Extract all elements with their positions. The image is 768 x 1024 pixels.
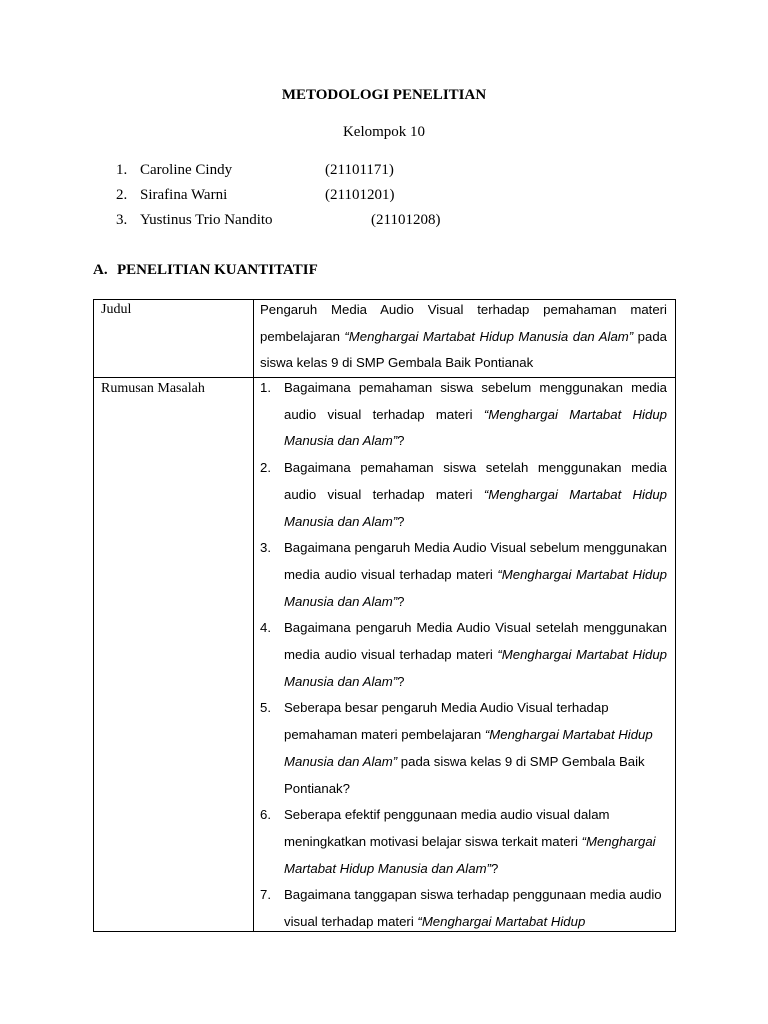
list-item: 3. Bagaimana pengaruh Media Audio Visual sebelum menggunakan media audio visual terhadap materi “Menghargai Martabat Hidup Manusia dan Alam”? (260, 540, 667, 609)
list-item: 5. Seberapa besar pengaruh Media Audio Visual terhadap pemahaman materi pembelajaran “Menghargai Martabat Hidup Manusia dan Alam” pada siswa kelas 9 di SMP Gembala Baik Pontianak? (260, 700, 653, 796)
list-item: 1. Bagaimana pemahaman siswa sebelum menggunakan media audio visual terhadap materi “Menghargai Martabat Hidup Manusia dan Alam”? (260, 380, 667, 449)
list-item: 2. Bagaimana pemahaman siswa setelah menggunakan media audio visual terhadap materi “Menghargai Martabat Hidup Manusia dan Alam”? (260, 460, 667, 529)
list-item: 7. Bagaimana tanggapan siswa terhadap penggunaan media audio visual terhadap materi “Menghargai Martabat Hidup (260, 887, 662, 930)
research-table (93, 299, 676, 932)
member-name: Yustinus Trio Nandito (140, 212, 273, 228)
member-nim: (21101201) (325, 187, 395, 203)
member-name: Caroline Cindy (140, 162, 233, 178)
member-nim: (21101208) (371, 212, 441, 228)
rumusan-label: Rumusan Masalah (101, 381, 205, 396)
member-nim: (21101171) (325, 162, 394, 178)
group-name: Kelompok 10 (342, 124, 426, 140)
section-title: PENELITIAN KUANTITATIF (117, 262, 318, 278)
page-title: METODOLOGI PENELITIAN (281, 87, 487, 103)
member-number: 2. (116, 187, 128, 203)
column-divider (253, 300, 254, 931)
list-item: 6. Seberapa efektif penggunaan media audio visual dalam meningkatkan motivasi belajar siswa terkait materi “Menghargai Martabat Hidup Manusia dan Alam”? (260, 807, 656, 876)
section-letter: A. (93, 262, 108, 278)
member-number: 3. (116, 212, 128, 228)
rumusan-list (260, 375, 667, 936)
judul-text: Pengaruh Media Audio Visual terhadap pemahaman materi pembelajaran “Menghargai Martabat Hidup Manusia dan Alam” pada siswa kelas 9 di SMP Gembala Baik Pontianak (260, 302, 667, 371)
member-number: 1. (116, 162, 128, 178)
list-item: 4. Bagaimana pengaruh Media Audio Visual setelah menggunakan media audio visual terhadap materi “Menghargai Martabat Hidup Manusia dan Alam”? (260, 620, 667, 689)
member-name: Sirafina Warni (140, 187, 228, 203)
section-heading (93, 262, 318, 279)
judul-label: Judul (101, 302, 132, 317)
